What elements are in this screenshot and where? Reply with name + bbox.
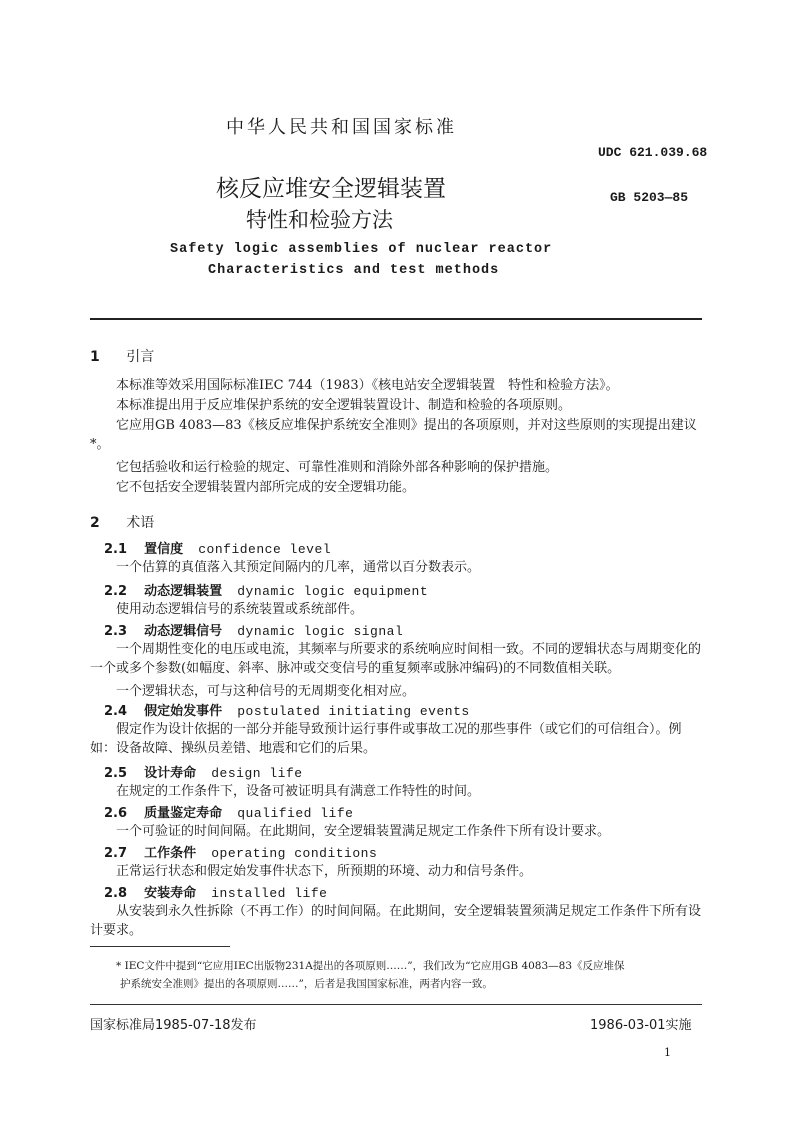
- term-cn: 安装寿命: [144, 886, 197, 901]
- term-number: 2.4: [104, 704, 128, 719]
- issuing-authority: 中华人民共和国国家标准: [226, 117, 457, 138]
- term-en: qualified life: [237, 806, 354, 821]
- title-en-line2: Characteristics and test methods: [208, 263, 500, 278]
- term-en: dynamic logic signal: [237, 624, 404, 639]
- term-definition: 使用动态逻辑信号的系统装置或系统部件。: [116, 602, 364, 617]
- term-cn: 置信度: [144, 542, 184, 557]
- section-number: 2: [90, 515, 100, 531]
- gb-standard-number: GB 5203—85: [610, 190, 689, 205]
- term-definition: 一个逻辑状态，可与这种信号的无周期变化相对应。: [116, 684, 416, 699]
- term-definition: 一个估算的真值落入其预定间隔内的几率，通常以百分数表示。: [116, 560, 481, 575]
- footnote-line: * IEC文件中提到“它应用IEC出版物231A提出的各项原则……”，我们改为“它应用GB 4083—83《反应堆保: [116, 960, 625, 972]
- header-divider: [90, 318, 702, 320]
- term-number: 2.2: [104, 584, 128, 599]
- term-heading: [104, 842, 377, 861]
- term-definition: 一个周期性变化的电压或电流，其频率与所要求的系统响应时间相一致。不同的逻辑状态与周期变化的一个或多个参数(如幅度、斜率、脉冲或交变信号的重复频率或脉冲编码)的不同数值相关联。: [90, 642, 702, 676]
- term-en: dynamic logic equipment: [237, 584, 429, 599]
- term-number: 2.6: [104, 806, 128, 821]
- term-number: 2.8: [104, 886, 128, 901]
- term-definition: 在规定的工作条件下，设备可被证明具有满意工作特性的时间。: [116, 784, 481, 799]
- udc-code: UDC 621.039.68: [598, 145, 708, 160]
- term-definition: 假定作为设计依据的一部分并能导致预计运行事件或事故工况的那些事件（或它们的可信组合）。例如：设备故障、操纵员差错、地震和它们的后果。: [90, 722, 682, 756]
- term-cn: 设计寿命: [144, 766, 197, 781]
- footer-divider: [90, 1004, 702, 1005]
- section-2-heading: [90, 512, 154, 532]
- term-cn: 质量鉴定寿命: [144, 806, 223, 821]
- term-heading: [104, 580, 428, 599]
- term-definition: 从安装到永久性拆除（不再工作）的时间间隔。在此期间，安全逻辑装置须满足规定工作条件下所有设计要求。: [90, 904, 702, 938]
- term-en: confidence level: [198, 542, 332, 557]
- term-heading: [104, 762, 303, 781]
- issue-date: 国家标准局1985-07-18发布: [90, 1018, 257, 1033]
- term-heading: [104, 802, 353, 821]
- footnote-line: 护系统安全准则》提出的各项原则……”，后者是我国国家标准，两者内容一致。: [120, 978, 493, 990]
- term-en: operating conditions: [211, 846, 378, 861]
- title-cn-line2: 特性和检验方法: [246, 208, 393, 232]
- term-en: installed life: [211, 886, 328, 901]
- paragraph: 它包括验收和运行检验的规定、可靠性准则和消除外部各种影响的保护措施。: [116, 460, 559, 475]
- paragraph: 它不包括安全逻辑装置内部所完成的安全逻辑功能。: [116, 480, 416, 495]
- section-title: 术语: [126, 515, 155, 531]
- page-number: 1: [664, 1046, 671, 1059]
- section-number: 1: [90, 349, 100, 365]
- term-heading: [104, 620, 403, 639]
- section-1-heading: [90, 346, 154, 366]
- term-cn: 动态逻辑信号: [144, 624, 223, 639]
- term-definition: 正常运行状态和假定始发事件状态下，所预期的环境、动力和信号条件。: [116, 864, 533, 879]
- paragraph: 本标准等效采用国际标准IEC 744（1983）《核电站安全逻辑装置 特性和检验方法》。: [116, 378, 619, 393]
- term-definition: 一个可验证的时间间隔。在此期间，安全逻辑装置满足规定工作条件下所有设计要求。: [116, 824, 611, 839]
- term-cn: 工作条件: [144, 846, 197, 861]
- section-title: 引言: [126, 349, 155, 365]
- paragraph: 本标准提出用于反应堆保护系统的安全逻辑装置设计、制造和检验的各项原则。: [116, 398, 572, 413]
- title-cn-line1: 核反应堆安全逻辑装置: [216, 176, 446, 202]
- term-heading: [104, 700, 470, 719]
- term-number: 2.7: [104, 846, 128, 861]
- paragraph: 它应用GB 4083—83《核反应堆保护系统安全准则》提出的各项原则，并对这些原则的实现提出建议*。: [90, 418, 697, 452]
- term-cn: 假定始发事件: [144, 704, 223, 719]
- term-heading: [104, 538, 331, 557]
- footnote-divider: [90, 946, 230, 947]
- term-en: postulated initiating events: [237, 704, 470, 719]
- effective-date: 1986-03-01实施: [590, 1018, 692, 1033]
- title-en-line1: Safety logic assemblies of nuclear reactor: [170, 242, 553, 257]
- term-en: design life: [211, 766, 303, 781]
- term-cn: 动态逻辑装置: [144, 584, 223, 599]
- term-number: 2.5: [104, 766, 128, 781]
- term-number: 2.1: [104, 542, 128, 557]
- term-number: 2.3: [104, 624, 128, 639]
- term-heading: [104, 882, 327, 901]
